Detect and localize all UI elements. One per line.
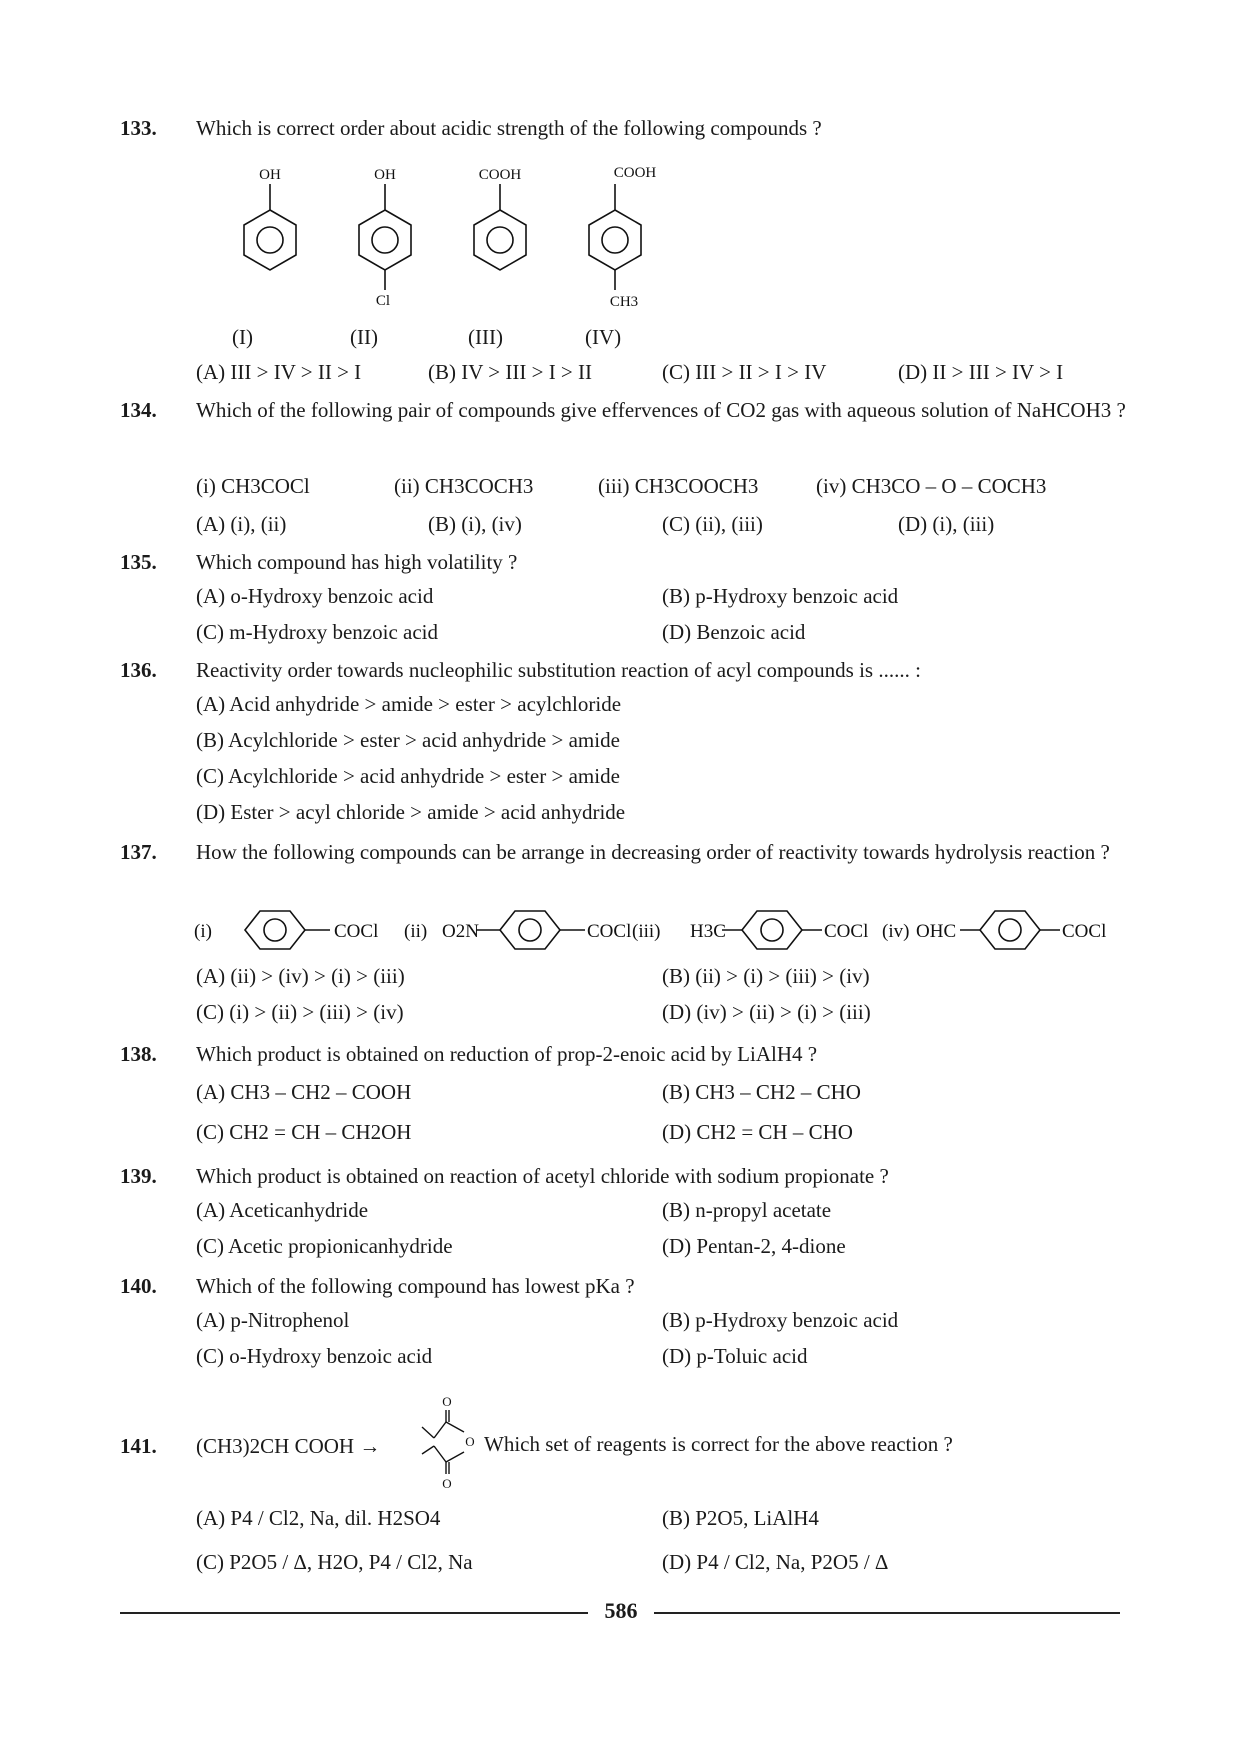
item-label-i: (i) [194, 921, 212, 942]
option-a: (A) (ii) > (iv) > (i) > (iii) [196, 964, 405, 988]
roman-label-1: (I) [232, 325, 253, 349]
reactant-text: (CH3)2CH COOH → [196, 1434, 381, 1458]
page-number: 586 [604, 1598, 638, 1623]
option-b: (B) P2O5, LiAlH4 [662, 1506, 819, 1530]
item-label-ii: (ii) [404, 921, 428, 942]
option-b: (B) Acylchloride > ester > acid anhydride > amide [196, 728, 620, 752]
carbonyl-o-top: O [442, 1394, 452, 1409]
o2n-label: O2N [442, 921, 479, 942]
option-a: (A) (i), (ii) [196, 512, 287, 536]
compound-item-1: (i) CH3COCl [196, 474, 310, 498]
option-b: (B) (i), (iv) [428, 512, 522, 536]
roman-label-4: (IV) [585, 325, 622, 349]
footer-rule-right [654, 1612, 1120, 1614]
compound-item-4: (iv) CH3CO – O – COCH3 [816, 474, 1047, 498]
option-a: (A) P4 / Cl2, Na, dil. H2SO4 [196, 1506, 441, 1530]
option-b: (B) p-Hydroxy benzoic acid [662, 584, 899, 608]
option-d: (D) (i), (iii) [898, 512, 995, 536]
option-c: (C) m-Hydroxy benzoic acid [196, 620, 439, 644]
option-b: (B) CH3 – CH2 – CHO [662, 1080, 861, 1104]
option-d: (D) (iv) > (ii) > (i) > (iii) [662, 1000, 871, 1024]
item-label-iv: (iv) [882, 921, 910, 942]
anhydride-structure [410, 1392, 480, 1492]
question-text: Reactivity order towards nucleophilic substitution reaction of acyl compounds is ...... : [196, 658, 921, 682]
question-text: Which compound has high volatility ? [196, 550, 518, 574]
oh-label-2: OH [374, 167, 396, 183]
option-a: (A) III > IV > II > I [196, 360, 362, 384]
cocl-label-3: COCl [824, 921, 869, 942]
option-d: (D) p-Toluic acid [662, 1344, 808, 1368]
footer-rule-left [120, 1612, 588, 1614]
cooh-label-1: COOH [478, 167, 522, 183]
option-d: (D) CH2 = CH – CHO [662, 1120, 853, 1144]
option-b: (B) p-Hydroxy benzoic acid [662, 1308, 899, 1332]
option-b: (B) IV > III > I > II [428, 360, 593, 384]
ch3-label: CH3 [609, 294, 639, 310]
question-number: 133. [120, 116, 157, 140]
option-c: (C) Acetic propionicanhydride [196, 1234, 453, 1258]
question-text: Which of the following pair of compounds give effervences of CO2 gas with aqueous solution of NaHCOH3 ? [196, 398, 1126, 422]
question-text: Which product is obtained on reaction of acetyl chloride with sodium propionate ? [196, 1164, 889, 1188]
cocl-label-4: COCl [1062, 921, 1107, 942]
roman-label-2: (II) [350, 325, 378, 349]
oh-label-1: OH [259, 167, 281, 183]
question-number: 140. [120, 1274, 157, 1298]
option-c: (C) (i) > (ii) > (iii) > (iv) [196, 1000, 404, 1024]
question-text: Which of the following compound has lowest pKa ? [196, 1274, 635, 1298]
question-number: 138. [120, 1042, 157, 1066]
option-c: (C) III > II > I > IV [662, 360, 827, 384]
option-d: (D) II > III > IV > I [898, 360, 1064, 384]
q133-structures [220, 160, 680, 310]
option-c: (C) (ii), (iii) [662, 512, 763, 536]
option-a: (A) Aceticanhydride [196, 1198, 369, 1222]
option-a: (A) CH3 – CH2 – COOH [196, 1080, 412, 1104]
option-a: (A) p-Nitrophenol [196, 1308, 350, 1332]
option-b: (B) (ii) > (i) > (iii) > (iv) [662, 964, 870, 988]
cocl-label-1: COCl [334, 921, 379, 942]
question-number: 139. [120, 1164, 157, 1188]
option-d: (D) P4 / Cl2, Na, P2O5 / Δ [662, 1550, 889, 1574]
ohc-label: OHC [916, 921, 957, 942]
roman-label-3: (III) [468, 325, 503, 349]
compound-item-2: (ii) CH3COCH3 [394, 474, 534, 498]
item-label-iii: (iii) [632, 921, 661, 942]
question-text: Which is correct order about acidic strength of the following compounds ? [196, 116, 822, 140]
option-d: (D) Ester > acyl chloride > amide > acid anhydride [196, 800, 626, 824]
option-b: (B) n-propyl acetate [662, 1198, 832, 1222]
option-c: (C) CH2 = CH – CH2OH [196, 1120, 412, 1144]
option-a: (A) o-Hydroxy benzoic acid [196, 584, 434, 608]
question-number: 141. [120, 1434, 157, 1458]
option-c: (C) P2O5 / Δ, H2O, P4 / Cl2, Na [196, 1550, 473, 1574]
ring-o: O [465, 1434, 475, 1449]
question-text: Which product is obtained on reduction of prop-2-enoic acid by LiAlH4 ? [196, 1042, 818, 1066]
option-a: (A) Acid anhydride > amide > ester > acylchloride [196, 692, 622, 716]
question-number: 134. [120, 398, 157, 422]
option-c: (C) o-Hydroxy benzoic acid [196, 1344, 433, 1368]
cl-label: Cl [375, 293, 391, 309]
question-number: 135. [120, 550, 157, 574]
option-d: (D) Pentan-2, 4-dione [662, 1234, 846, 1258]
cooh-label-2: COOH [613, 165, 657, 181]
question-number: 136. [120, 658, 157, 682]
option-d: (D) Benzoic acid [662, 620, 806, 644]
compound-item-3: (iii) CH3COOCH3 [598, 474, 759, 498]
option-c: (C) Acylchloride > acid anhydride > ester > amide [196, 764, 620, 788]
q137-structures [190, 905, 1120, 955]
question-number: 137. [120, 840, 157, 864]
question-text: How the following compounds can be arrange in decreasing order of reactivity towards hydrolysis reaction ? [196, 840, 1110, 864]
cocl-label-2: COCl [587, 921, 632, 942]
carbonyl-o-bottom: O [442, 1476, 452, 1491]
h3c-label: H3C [690, 921, 726, 942]
question-text: Which set of reagents is correct for the above reaction ? [484, 1432, 953, 1456]
